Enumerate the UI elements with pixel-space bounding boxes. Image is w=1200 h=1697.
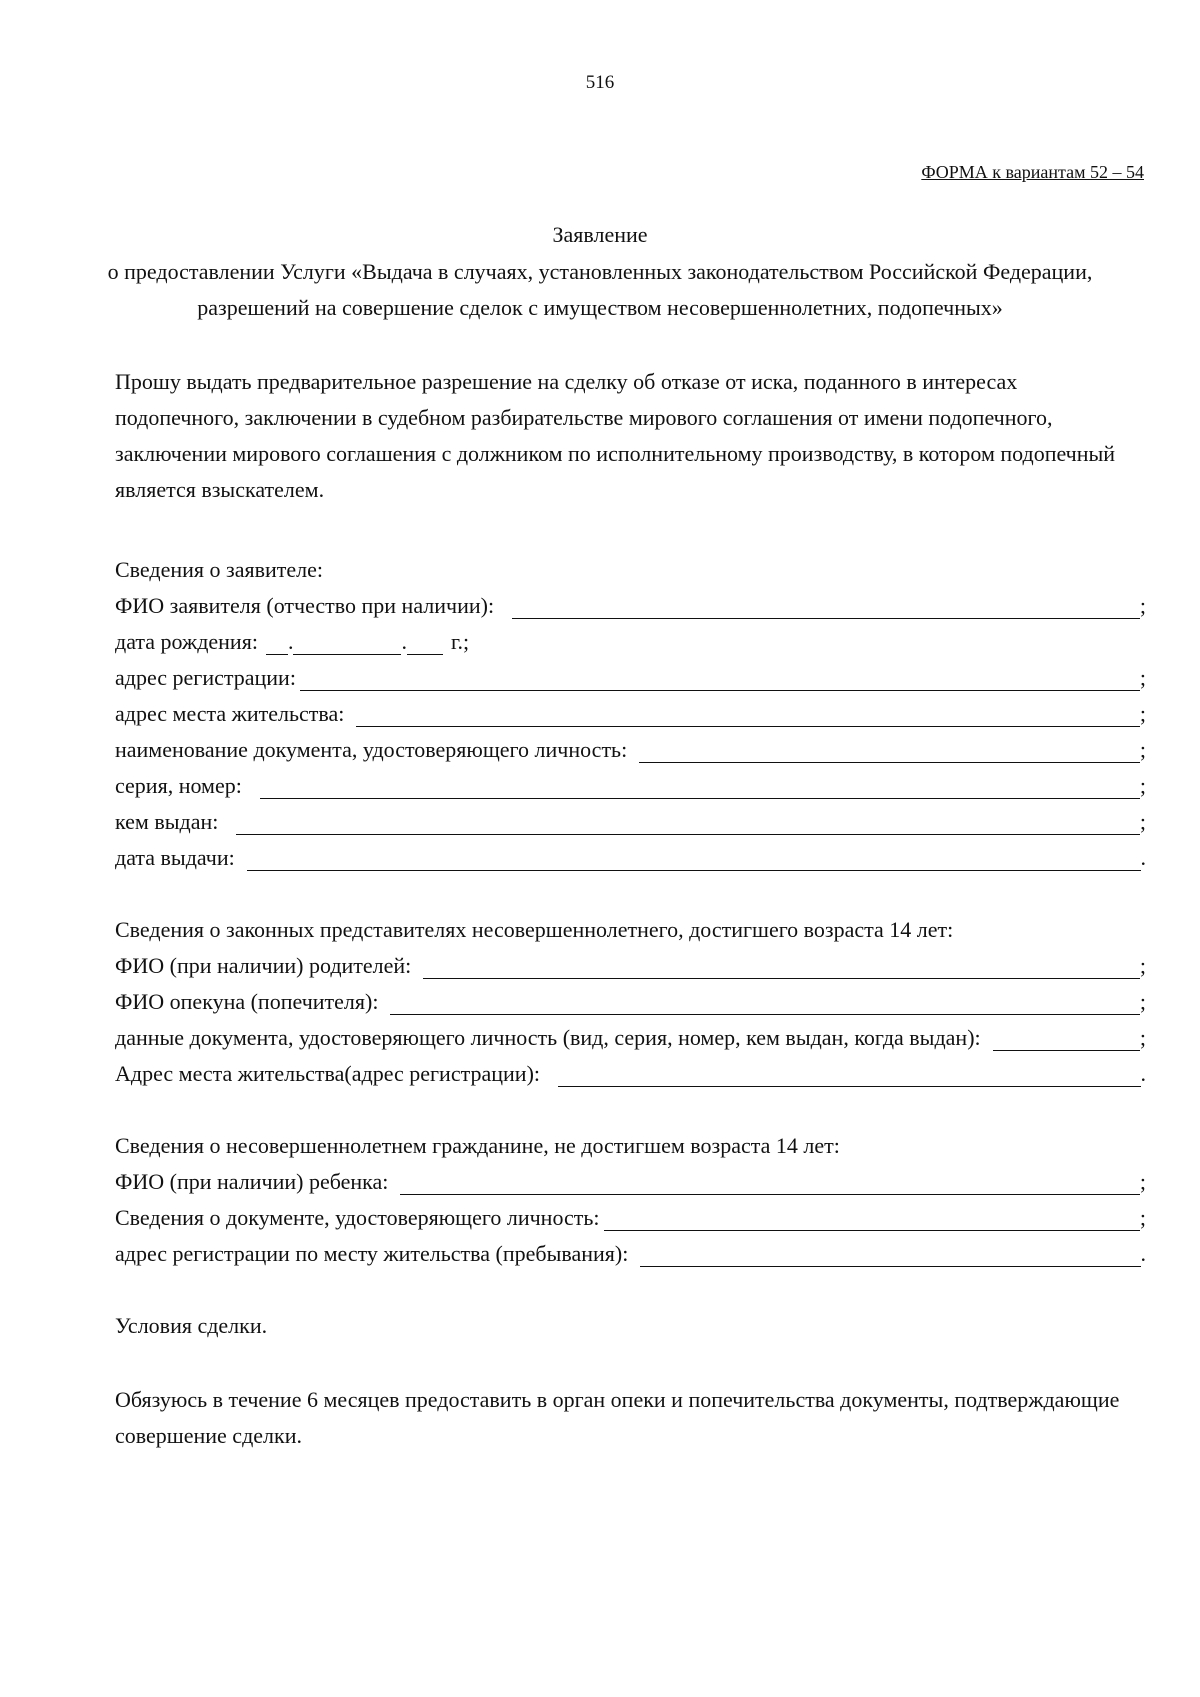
child-id-doc-field[interactable] (115, 1200, 1146, 1236)
semicolon: ; (1139, 773, 1146, 798)
child-reg-address-label: адрес регистрации по месту жительства (пребывания): (115, 1241, 629, 1266)
child-reg-address-blank[interactable] (640, 1239, 1140, 1267)
representative-address-label: Адрес места жительства(адрес регистрации): (115, 1061, 541, 1086)
representative-address-blank[interactable] (558, 1059, 1140, 1087)
dob-day-blank[interactable] (266, 627, 288, 655)
document-title: Заявление (552, 222, 648, 247)
guardian-fio-field[interactable] (115, 984, 1146, 1020)
applicant-issued-by-blank[interactable] (236, 807, 1140, 835)
applicant-fio-blank[interactable] (512, 591, 1140, 619)
semicolon: ; (1139, 1205, 1146, 1230)
period: . (1140, 1061, 1146, 1086)
applicant-residence-address-label: адрес места жительства: (115, 701, 345, 726)
page-number: 516 (585, 72, 615, 93)
semicolon: ; (1139, 1169, 1146, 1194)
applicant-heading: Сведения о заявителе: (115, 557, 324, 582)
applicant-issue-date-label: дата выдачи: (115, 845, 235, 870)
semicolon: ; (1139, 665, 1146, 690)
semicolon: ; (1139, 989, 1146, 1014)
period: . (1140, 845, 1146, 870)
dob-separator: . (287, 629, 294, 654)
parents-fio-field[interactable] (115, 948, 1146, 984)
representative-id-doc-blank[interactable] (993, 1023, 1140, 1051)
parents-fio-label: ФИО (при наличии) родителей: (115, 953, 412, 978)
semicolon: ; (1139, 701, 1146, 726)
applicant-reg-address-field[interactable] (115, 660, 1146, 696)
applicant-issue-date-blank[interactable] (247, 843, 1141, 871)
applicant-fio-field[interactable] (115, 588, 1146, 624)
child-id-doc-blank[interactable] (604, 1203, 1140, 1231)
semicolon: ; (1139, 1025, 1146, 1050)
applicant-id-doc-name-field[interactable] (115, 732, 1146, 768)
applicant-series-number-label: серия, номер: (115, 773, 242, 798)
applicant-issue-date-field[interactable] (115, 840, 1146, 876)
obligation-paragraph: Обязуюсь в течение 6 месяцев предоставить в орган опеки и попечительства документы, подтверждающие совершение сделки. (115, 1387, 1120, 1448)
request-paragraph: Прошу выдать предварительное разрешение на сделку об отказе от иска, поданного в интересах подопечного, заключении в судебном разбирательстве мирового соглашения от имени подопечного, заключении мирового соглашения с должником по исполнительному производству, в котором подопечный является взыскателем. (115, 369, 1116, 502)
applicant-reg-address-label: адрес регистрации: (115, 665, 296, 690)
representative-address-field[interactable] (115, 1056, 1146, 1092)
dob-year-blank[interactable] (407, 627, 443, 655)
applicant-series-number-field[interactable] (115, 768, 1146, 804)
document-subtitle: о предоставлении Услуги «Выдача в случаях, установленных законодательством Российской Федерации, разрешений на совершение сделок с имуществом несовершеннолетних, подопечных» (107, 259, 1093, 320)
dob-separator: . (401, 629, 407, 654)
applicant-fio-label: ФИО заявителя (отчество при наличии): (115, 593, 495, 618)
semicolon: ; (1139, 737, 1146, 762)
guardian-fio-blank[interactable] (390, 987, 1139, 1015)
representative-id-doc-field[interactable] (115, 1020, 1146, 1056)
child-fio-label: ФИО (при наличии) ребенка: (115, 1169, 389, 1194)
minor-heading: Сведения о несовершеннолетнем гражданине, не достигшем возраста 14 лет: (115, 1133, 840, 1158)
semicolon: ; (1139, 809, 1146, 834)
semicolon: ; (1139, 953, 1146, 978)
child-id-doc-label: Сведения о документе, удостоверяющего личность: (115, 1205, 600, 1230)
period: . (1140, 1241, 1146, 1266)
applicant-id-doc-name-label: наименование документа, удостоверяющего личность: (115, 737, 628, 762)
dob-year-suffix: г.; (450, 629, 470, 654)
semicolon: ; (1139, 593, 1146, 618)
applicant-issued-by-field[interactable] (115, 804, 1146, 840)
guardian-fio-label: ФИО опекуна (попечителя): (115, 989, 379, 1014)
applicant-dob-label: дата рождения: (115, 629, 258, 654)
form-reference: ФОРМА к вариантам 52 – 54 (921, 162, 1144, 182)
applicant-reg-address-blank[interactable] (300, 663, 1140, 691)
child-fio-blank[interactable] (400, 1167, 1139, 1195)
child-reg-address-field[interactable] (115, 1236, 1146, 1272)
applicant-id-doc-name-blank[interactable] (639, 735, 1140, 763)
applicant-series-number-blank[interactable] (260, 771, 1140, 799)
applicant-residence-address-blank[interactable] (356, 699, 1139, 727)
representative-id-doc-label: данные документа, удостоверяющего личность (вид, серия, номер, кем выдан, когда выдан): (115, 1025, 981, 1050)
parents-fio-blank[interactable] (423, 951, 1140, 979)
applicant-dob-field[interactable] (115, 624, 469, 660)
applicant-residence-address-field[interactable] (115, 696, 1146, 732)
deal-conditions-label: Условия сделки. (115, 1313, 268, 1338)
representatives-heading: Сведения о законных представителях несовершеннолетнего, достигшего возраста 14 лет: (115, 917, 954, 942)
applicant-issued-by-label: кем выдан: (115, 809, 219, 834)
dob-month-blank[interactable] (293, 627, 401, 655)
child-fio-field[interactable] (115, 1164, 1146, 1200)
